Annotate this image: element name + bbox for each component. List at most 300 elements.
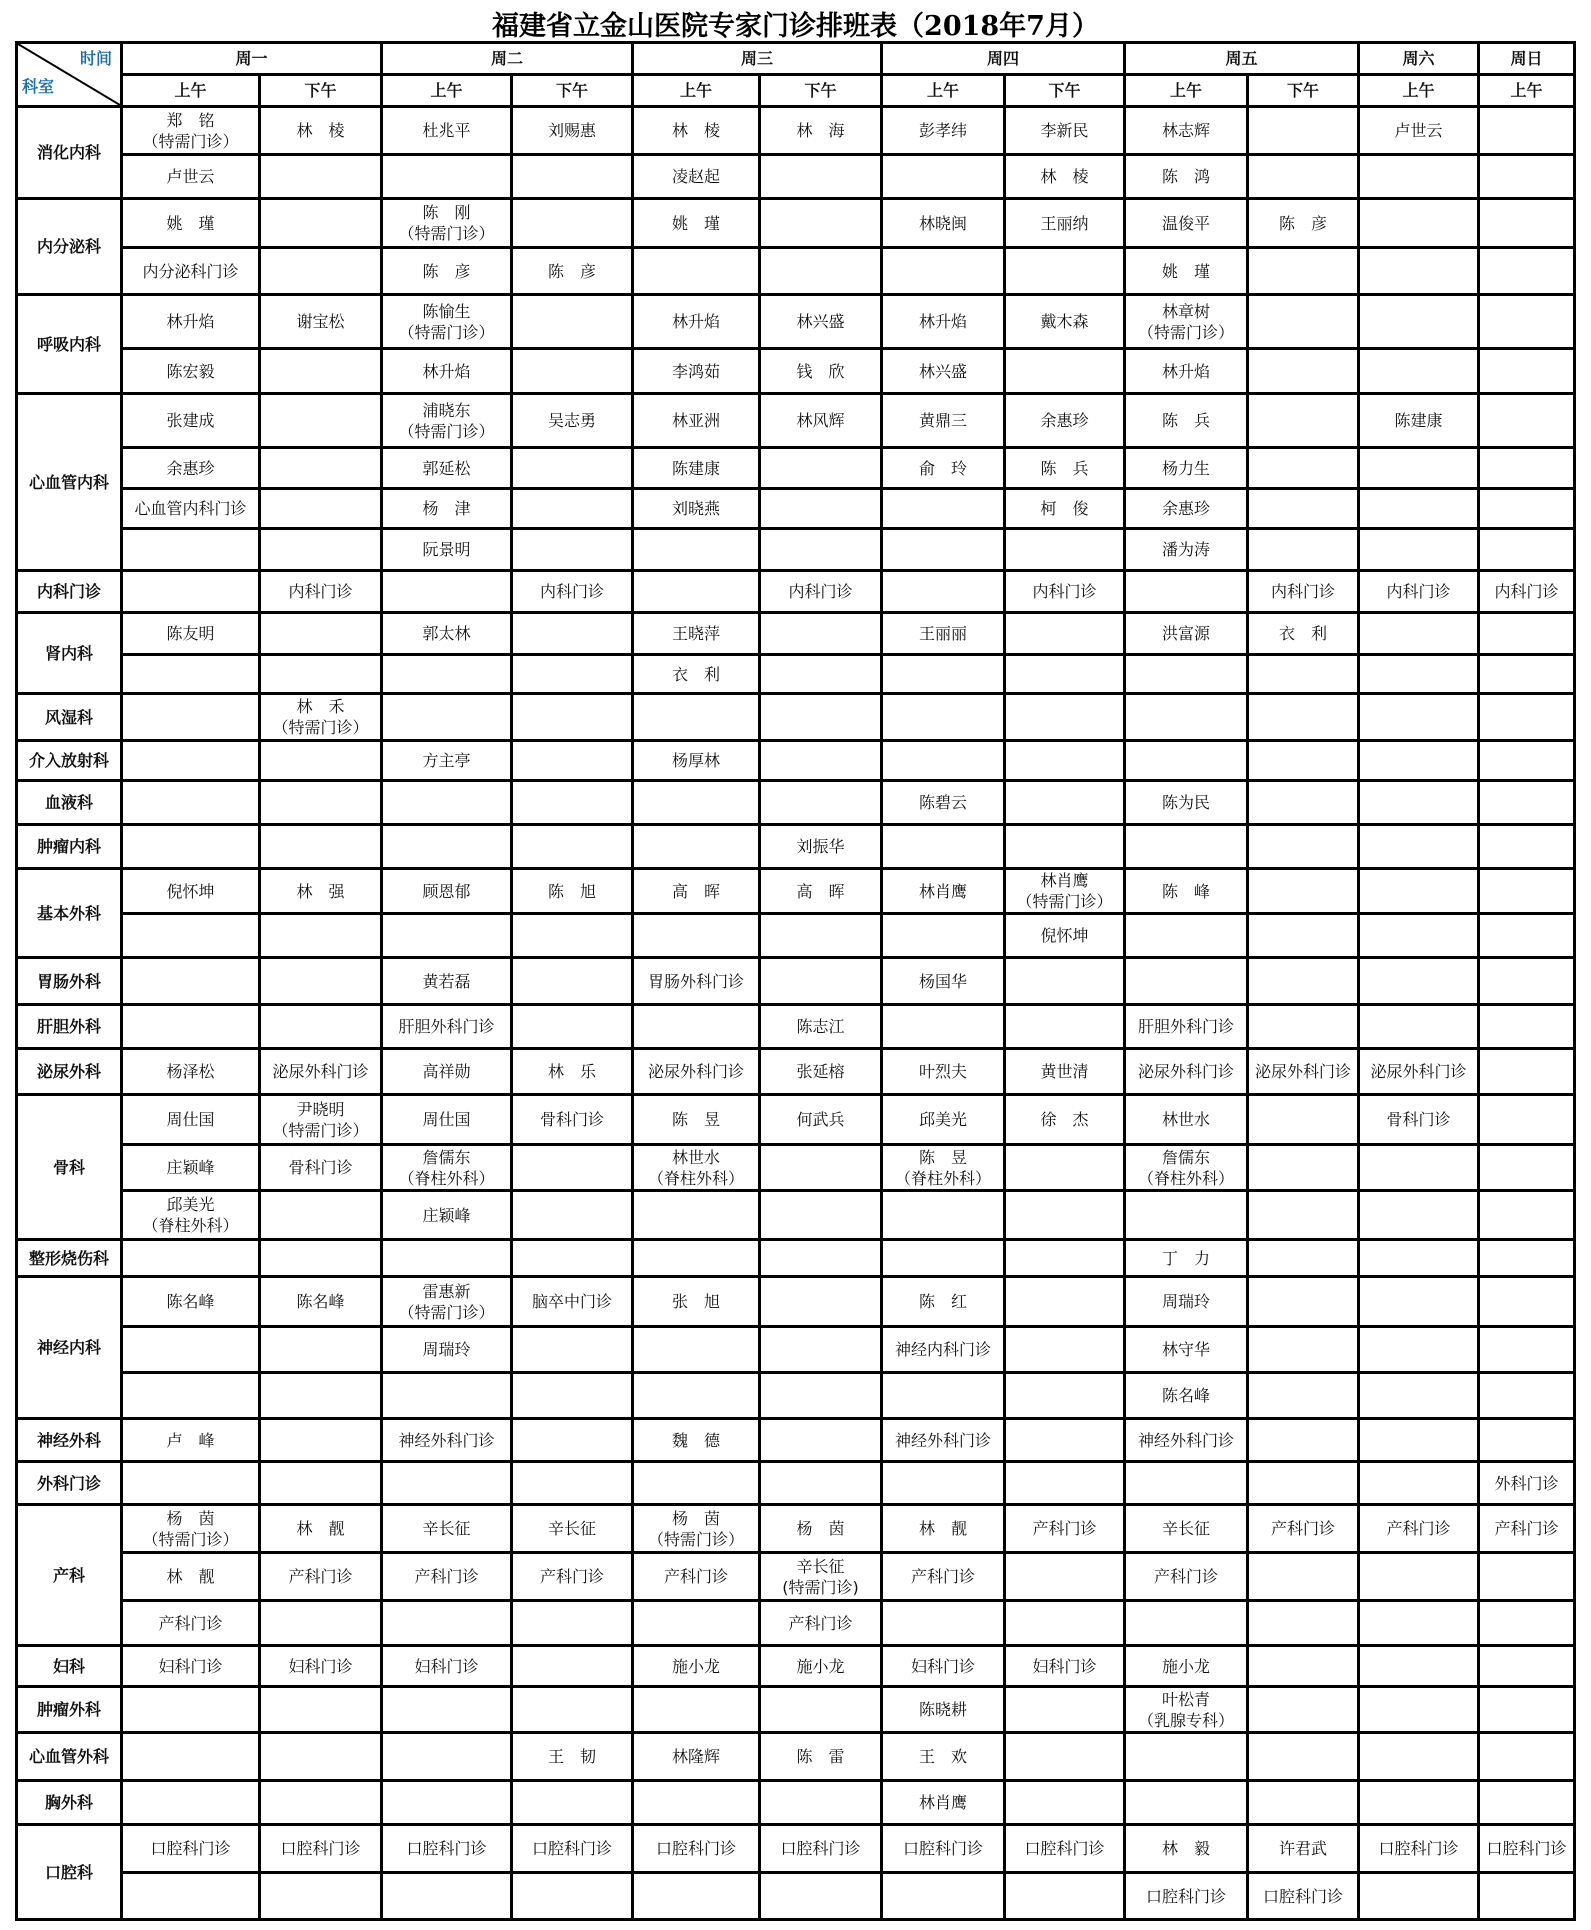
schedule-cell bbox=[1248, 741, 1359, 781]
schedule-cell bbox=[760, 394, 882, 448]
schedule-cell bbox=[1479, 1873, 1575, 1920]
doctor-label: 郑 铭 bbox=[166, 110, 215, 130]
schedule-cell bbox=[382, 1601, 512, 1646]
slot-header: 上午 bbox=[122, 75, 260, 107]
schedule-cell bbox=[382, 1873, 512, 1920]
schedule-cell bbox=[760, 958, 882, 1005]
department-name: 风湿科 bbox=[17, 694, 122, 741]
schedule-cell bbox=[382, 1277, 512, 1327]
schedule-cell bbox=[1359, 914, 1479, 958]
schedule-cell bbox=[760, 1553, 882, 1601]
schedule-cell bbox=[633, 781, 760, 825]
schedule-cell bbox=[1248, 1240, 1359, 1277]
schedule-cell bbox=[1248, 1687, 1359, 1733]
doctor-label: 口腔科门诊 bbox=[406, 1839, 487, 1858]
schedule-cell bbox=[512, 107, 633, 155]
schedule-cell bbox=[382, 155, 512, 199]
doctor-label: 陈晓耕 bbox=[918, 1700, 967, 1719]
schedule-row bbox=[17, 1462, 1575, 1505]
schedule-cell bbox=[382, 349, 512, 394]
schedule-cell bbox=[633, 958, 760, 1005]
schedule-cell bbox=[382, 1240, 512, 1277]
schedule-cell bbox=[1479, 1781, 1575, 1825]
doctor-label: 产科门诊 bbox=[663, 1567, 728, 1586]
doctor-label: 钱 欣 bbox=[796, 361, 845, 381]
doctor-label: 林 靓 bbox=[166, 1567, 215, 1586]
schedule-cell bbox=[1005, 1277, 1125, 1327]
schedule-cell bbox=[512, 825, 633, 869]
schedule-cell bbox=[1248, 1145, 1359, 1191]
doctor-label: 杨 茵 bbox=[166, 1508, 215, 1528]
schedule-cell bbox=[633, 1825, 760, 1873]
schedule-cell bbox=[1125, 1277, 1248, 1327]
doctor-label: 辛长征 bbox=[422, 1519, 471, 1538]
schedule-cell bbox=[382, 1781, 512, 1825]
schedule-cell bbox=[1479, 1049, 1575, 1095]
schedule-cell bbox=[260, 655, 382, 694]
doctor-label: 产科门诊 bbox=[1153, 1567, 1218, 1586]
schedule-cell bbox=[760, 1462, 882, 1505]
schedule-cell bbox=[1359, 1277, 1479, 1327]
schedule-cell bbox=[512, 655, 633, 694]
doctor-label: 林升焰 bbox=[671, 312, 720, 331]
schedule-cell bbox=[122, 694, 260, 741]
schedule-cell bbox=[1479, 1327, 1575, 1373]
schedule-cell bbox=[882, 869, 1005, 914]
schedule-cell bbox=[1479, 1733, 1575, 1781]
schedule-cell bbox=[382, 199, 512, 248]
day-header: 周一 bbox=[122, 43, 382, 75]
schedule-row bbox=[17, 914, 1575, 958]
schedule-cell bbox=[122, 1505, 260, 1553]
schedule-cell bbox=[882, 448, 1005, 489]
schedule-cell bbox=[760, 1733, 882, 1781]
schedule-cell bbox=[760, 529, 882, 571]
doctor-label: 产科门诊 bbox=[158, 1613, 223, 1633]
schedule-cell bbox=[882, 1733, 1005, 1781]
schedule-cell bbox=[512, 694, 633, 741]
schedule-cell bbox=[1005, 1781, 1125, 1825]
schedule-cell bbox=[1125, 1005, 1248, 1049]
schedule-cell bbox=[1125, 295, 1248, 349]
schedule-row bbox=[17, 1553, 1575, 1601]
department-name: 外科门诊 bbox=[17, 1462, 122, 1505]
schedule-cell bbox=[512, 1505, 633, 1553]
doctor-label: （特需门诊） bbox=[398, 1302, 495, 1322]
slot-header: 上午 bbox=[633, 75, 760, 107]
schedule-cell bbox=[1479, 448, 1575, 489]
doctor-label: 林 禾 bbox=[296, 697, 345, 716]
schedule-cell bbox=[1359, 107, 1479, 155]
doctor-label: 李鸿茹 bbox=[671, 361, 720, 381]
doctor-label: 口腔科门诊 bbox=[780, 1839, 861, 1858]
schedule-row bbox=[17, 1277, 1575, 1327]
schedule-cell bbox=[882, 694, 1005, 741]
doctor-label: 余惠珍 bbox=[1161, 499, 1210, 518]
schedule-row bbox=[17, 295, 1575, 349]
schedule-cell bbox=[1248, 1462, 1359, 1505]
doctor-label: 肝胆外科门诊 bbox=[398, 1017, 495, 1036]
schedule-cell bbox=[760, 869, 882, 914]
doctor-label: 林世水 bbox=[671, 1147, 720, 1167]
schedule-cell bbox=[882, 1462, 1005, 1505]
schedule-cell bbox=[633, 295, 760, 349]
doctor-label: （特需门诊） bbox=[398, 421, 495, 441]
doctor-label: 陈 刚 bbox=[422, 203, 471, 222]
schedule-cell bbox=[1479, 107, 1575, 155]
schedule-cell bbox=[122, 571, 260, 613]
department-name: 呼吸内科 bbox=[17, 295, 122, 394]
schedule-cell bbox=[260, 1277, 382, 1327]
schedule-cell bbox=[760, 448, 882, 489]
doctor-label: 口腔科门诊 bbox=[1024, 1839, 1105, 1858]
doctor-label: 林 乐 bbox=[547, 1062, 596, 1081]
schedule-cell bbox=[1359, 694, 1479, 741]
schedule-cell bbox=[122, 1373, 260, 1419]
schedule-cell bbox=[1125, 248, 1248, 295]
schedule-cell bbox=[760, 655, 882, 694]
schedule-cell bbox=[260, 869, 382, 914]
schedule-cell bbox=[260, 155, 382, 199]
doctor-label: 骨科门诊 bbox=[1386, 1110, 1451, 1129]
schedule-cell bbox=[1479, 394, 1575, 448]
schedule-cell bbox=[1005, 1327, 1125, 1373]
schedule-cell bbox=[1248, 295, 1359, 349]
schedule-cell bbox=[122, 199, 260, 248]
schedule-cell bbox=[122, 155, 260, 199]
schedule-row bbox=[17, 1327, 1575, 1373]
schedule-cell bbox=[882, 1145, 1005, 1191]
schedule-cell bbox=[633, 655, 760, 694]
doctor-label: 王丽丽 bbox=[918, 624, 967, 643]
doctor-label: 邱美光 bbox=[166, 1195, 215, 1214]
schedule-cell bbox=[633, 489, 760, 529]
schedule-cell bbox=[633, 1049, 760, 1095]
doctor-label: 魏 德 bbox=[671, 1430, 720, 1450]
doctor-label: 温俊平 bbox=[1161, 213, 1210, 233]
schedule-cell bbox=[1479, 1462, 1575, 1505]
schedule-cell bbox=[1005, 295, 1125, 349]
doctor-label: 杨 茵 bbox=[796, 1519, 845, 1538]
doctor-label: 姚 瑾 bbox=[1161, 261, 1210, 281]
schedule-cell bbox=[882, 199, 1005, 248]
schedule-cell bbox=[1248, 781, 1359, 825]
schedule-cell bbox=[1479, 741, 1575, 781]
schedule-row bbox=[17, 1601, 1575, 1646]
schedule-cell bbox=[382, 107, 512, 155]
schedule-cell bbox=[1359, 448, 1479, 489]
schedule-cell bbox=[260, 1825, 382, 1873]
schedule-row bbox=[17, 529, 1575, 571]
schedule-cell bbox=[1125, 958, 1248, 1005]
schedule-cell bbox=[1359, 1505, 1479, 1553]
schedule-cell bbox=[1479, 1553, 1575, 1601]
department-name: 内科门诊 bbox=[17, 571, 122, 613]
schedule-cell bbox=[1005, 1873, 1125, 1920]
doctor-label: 卢 峰 bbox=[166, 1430, 215, 1450]
schedule-cell bbox=[633, 1373, 760, 1419]
schedule-row bbox=[17, 1095, 1575, 1145]
schedule-cell bbox=[1479, 1373, 1575, 1419]
schedule-cell bbox=[633, 1781, 760, 1825]
doctor-label: 雷惠新 bbox=[422, 1281, 471, 1301]
schedule-cell bbox=[382, 958, 512, 1005]
schedule-cell bbox=[260, 349, 382, 394]
schedule-cell bbox=[760, 1191, 882, 1240]
department-name: 肝胆外科 bbox=[17, 1005, 122, 1049]
doctor-label: 王丽纳 bbox=[1040, 213, 1089, 233]
doctor-label: 林 靓 bbox=[296, 1519, 345, 1538]
schedule-cell bbox=[760, 155, 882, 199]
slot-header: 下午 bbox=[1005, 75, 1125, 107]
department-name: 基本外科 bbox=[17, 869, 122, 958]
schedule-cell bbox=[1359, 529, 1479, 571]
doctor-label: 产科门诊 bbox=[414, 1567, 479, 1586]
schedule-cell bbox=[122, 529, 260, 571]
schedule-cell bbox=[1479, 1825, 1575, 1873]
schedule-cell bbox=[1248, 571, 1359, 613]
schedule-cell bbox=[122, 1646, 260, 1687]
schedule-cell bbox=[760, 248, 882, 295]
schedule-cell bbox=[882, 958, 1005, 1005]
department-name: 肿瘤内科 bbox=[17, 825, 122, 869]
schedule-cell bbox=[260, 1095, 382, 1145]
doctor-label: 林 棱 bbox=[296, 121, 345, 140]
schedule-cell bbox=[1005, 1601, 1125, 1646]
schedule-cell bbox=[882, 1240, 1005, 1277]
doctor-label: 产科门诊 bbox=[1270, 1519, 1335, 1538]
schedule-cell bbox=[882, 349, 1005, 394]
schedule-cell bbox=[512, 1553, 633, 1601]
doctor-label: 陈志江 bbox=[796, 1017, 845, 1036]
schedule-cell bbox=[760, 1825, 882, 1873]
schedule-cell bbox=[760, 1327, 882, 1373]
schedule-cell bbox=[512, 1825, 633, 1873]
schedule-cell bbox=[260, 1601, 382, 1646]
schedule-cell bbox=[512, 1419, 633, 1462]
schedule-cell bbox=[633, 199, 760, 248]
doctor-label: 詹儒东 bbox=[422, 1147, 471, 1167]
schedule-cell bbox=[1479, 1687, 1575, 1733]
schedule-cell bbox=[512, 1733, 633, 1781]
doctor-label: 口腔科门诊 bbox=[531, 1839, 612, 1858]
doctor-label: 肝胆外科门诊 bbox=[1137, 1017, 1234, 1036]
schedule-cell bbox=[633, 1553, 760, 1601]
schedule-cell bbox=[512, 349, 633, 394]
doctor-label: 杨 津 bbox=[422, 499, 471, 518]
schedule-row bbox=[17, 349, 1575, 394]
doctor-label: （脊柱外科） bbox=[1137, 1168, 1234, 1188]
schedule-cell bbox=[1125, 1553, 1248, 1601]
doctor-label: 林章树 bbox=[1161, 301, 1210, 321]
schedule-cell bbox=[122, 613, 260, 655]
schedule-cell bbox=[122, 448, 260, 489]
schedule-cell bbox=[633, 1873, 760, 1920]
schedule-cell bbox=[882, 1553, 1005, 1601]
day-header: 周四 bbox=[882, 43, 1125, 75]
schedule-cell bbox=[1359, 1462, 1479, 1505]
schedule-cell bbox=[760, 1687, 882, 1733]
doctor-label: 庄颖峰 bbox=[422, 1205, 471, 1225]
schedule-cell bbox=[1005, 155, 1125, 199]
schedule-cell bbox=[512, 199, 633, 248]
doctor-label: 杜兆平 bbox=[422, 121, 471, 140]
schedule-cell bbox=[633, 448, 760, 489]
schedule-cell bbox=[1359, 1327, 1479, 1373]
schedule-cell bbox=[1005, 1462, 1125, 1505]
doctor-label: （特需门诊） bbox=[272, 718, 369, 737]
doctor-label: 内科门诊 bbox=[539, 582, 604, 601]
schedule-cell bbox=[1248, 199, 1359, 248]
schedule-cell bbox=[1479, 1191, 1575, 1240]
schedule-cell bbox=[760, 1049, 882, 1095]
doctor-label: 徐 杰 bbox=[1040, 1110, 1089, 1129]
schedule-cell bbox=[1005, 107, 1125, 155]
schedule-cell bbox=[1359, 571, 1479, 613]
schedule-row bbox=[17, 1240, 1575, 1277]
schedule-cell bbox=[1359, 1419, 1479, 1462]
schedule-cell bbox=[882, 1419, 1005, 1462]
schedule-row bbox=[17, 1145, 1575, 1191]
schedule-cell bbox=[382, 571, 512, 613]
schedule-cell bbox=[1005, 1049, 1125, 1095]
schedule-cell bbox=[882, 1873, 1005, 1920]
schedule-cell bbox=[760, 1095, 882, 1145]
schedule-cell bbox=[512, 394, 633, 448]
schedule-cell bbox=[760, 1005, 882, 1049]
schedule-cell bbox=[1125, 1191, 1248, 1240]
schedule-cell bbox=[633, 1095, 760, 1145]
schedule-cell bbox=[260, 1687, 382, 1733]
doctor-label: 林升焰 bbox=[1161, 361, 1210, 381]
schedule-cell bbox=[882, 1005, 1005, 1049]
schedule-cell bbox=[882, 655, 1005, 694]
schedule-cell bbox=[1125, 914, 1248, 958]
doctor-label: 浦晓东 bbox=[422, 400, 471, 420]
schedule-cell bbox=[382, 1687, 512, 1733]
doctor-label: 王晓萍 bbox=[671, 624, 720, 643]
schedule-cell bbox=[1248, 248, 1359, 295]
schedule-row bbox=[17, 1191, 1575, 1240]
doctor-label: （特需门诊） bbox=[272, 1120, 369, 1140]
doctor-label: 施小龙 bbox=[1161, 1656, 1210, 1676]
schedule-cell bbox=[1248, 1601, 1359, 1646]
doctor-label: 黄鼎三 bbox=[918, 411, 967, 430]
schedule-cell bbox=[512, 155, 633, 199]
doctor-label: 林隆辉 bbox=[671, 1747, 720, 1766]
schedule-cell bbox=[1125, 489, 1248, 529]
day-header: 周三 bbox=[633, 43, 882, 75]
doctor-label: 林肖鹰 bbox=[1040, 871, 1089, 890]
schedule-cell bbox=[260, 1553, 382, 1601]
schedule-cell bbox=[1125, 448, 1248, 489]
doctor-label: 林肖鹰 bbox=[918, 1793, 967, 1812]
schedule-cell bbox=[260, 1781, 382, 1825]
doctor-label: 林 强 bbox=[296, 881, 345, 901]
schedule-row bbox=[17, 489, 1575, 529]
schedule-cell bbox=[1248, 1327, 1359, 1373]
schedule-cell bbox=[882, 295, 1005, 349]
schedule-cell bbox=[1248, 1373, 1359, 1419]
schedule-cell bbox=[122, 958, 260, 1005]
schedule-cell bbox=[382, 1005, 512, 1049]
schedule-cell bbox=[1359, 295, 1479, 349]
schedule-cell bbox=[512, 1687, 633, 1733]
doctor-label: 洪富源 bbox=[1161, 624, 1210, 643]
department-name: 胸外科 bbox=[17, 1781, 122, 1825]
schedule-cell bbox=[1248, 1049, 1359, 1095]
schedule-cell bbox=[1005, 489, 1125, 529]
schedule-cell bbox=[633, 349, 760, 394]
schedule-cell bbox=[1359, 1646, 1479, 1687]
doctor-label: 口腔科门诊 bbox=[1378, 1839, 1459, 1858]
schedule-cell bbox=[122, 1327, 260, 1373]
doctor-label: 林风辉 bbox=[796, 411, 845, 430]
schedule-cell bbox=[1479, 1419, 1575, 1462]
doctor-label: 林 靓 bbox=[918, 1519, 967, 1538]
schedule-cell bbox=[1359, 958, 1479, 1005]
department-name: 妇科 bbox=[17, 1646, 122, 1687]
doctor-label: 王 韧 bbox=[547, 1747, 596, 1766]
schedule-cell bbox=[512, 1462, 633, 1505]
schedule-cell bbox=[760, 295, 882, 349]
department-name: 神经内科 bbox=[17, 1277, 122, 1419]
schedule-cell bbox=[1479, 1240, 1575, 1277]
doctor-label: 内科门诊 bbox=[1270, 582, 1335, 601]
doctor-label: 林亚洲 bbox=[671, 411, 720, 430]
doctor-label: 陈 鸿 bbox=[1161, 167, 1210, 186]
schedule-cell bbox=[1479, 958, 1575, 1005]
schedule-cell bbox=[122, 1145, 260, 1191]
slot-header: 下午 bbox=[1248, 75, 1359, 107]
schedule-cell bbox=[512, 958, 633, 1005]
schedule-cell bbox=[260, 1191, 382, 1240]
doctor-label: 衣 利 bbox=[671, 664, 720, 684]
schedule-row bbox=[17, 1646, 1575, 1687]
schedule-cell bbox=[1359, 613, 1479, 655]
schedule-cell bbox=[512, 1145, 633, 1191]
doctor-label: 口腔科门诊 bbox=[1262, 1886, 1343, 1906]
schedule-cell bbox=[760, 825, 882, 869]
schedule-cell bbox=[882, 489, 1005, 529]
schedule-cell bbox=[512, 1601, 633, 1646]
schedule-row bbox=[17, 1733, 1575, 1781]
schedule-cell bbox=[1005, 869, 1125, 914]
schedule-cell bbox=[1125, 781, 1248, 825]
schedule-cell bbox=[122, 1553, 260, 1601]
schedule-cell bbox=[1479, 489, 1575, 529]
schedule-cell bbox=[1125, 349, 1248, 394]
schedule-cell bbox=[260, 613, 382, 655]
schedule-cell bbox=[633, 1733, 760, 1781]
schedule-cell bbox=[512, 1191, 633, 1240]
schedule-cell bbox=[122, 349, 260, 394]
doctor-label: 林晓闽 bbox=[918, 213, 967, 233]
schedule-cell bbox=[1248, 448, 1359, 489]
schedule-cell bbox=[1359, 1005, 1479, 1049]
schedule-cell bbox=[1479, 825, 1575, 869]
doctor-label: 辛长征 bbox=[1161, 1519, 1210, 1538]
schedule-cell bbox=[260, 1005, 382, 1049]
schedule-cell bbox=[512, 448, 633, 489]
schedule-cell bbox=[882, 529, 1005, 571]
department-name: 骨科 bbox=[17, 1095, 122, 1240]
doctor-label: 衣 利 bbox=[1278, 624, 1327, 643]
schedule-cell bbox=[122, 1601, 260, 1646]
doctor-label: （特需门诊） bbox=[647, 1529, 744, 1549]
department-name: 整形烧伤科 bbox=[17, 1240, 122, 1277]
schedule-cell bbox=[1359, 1601, 1479, 1646]
